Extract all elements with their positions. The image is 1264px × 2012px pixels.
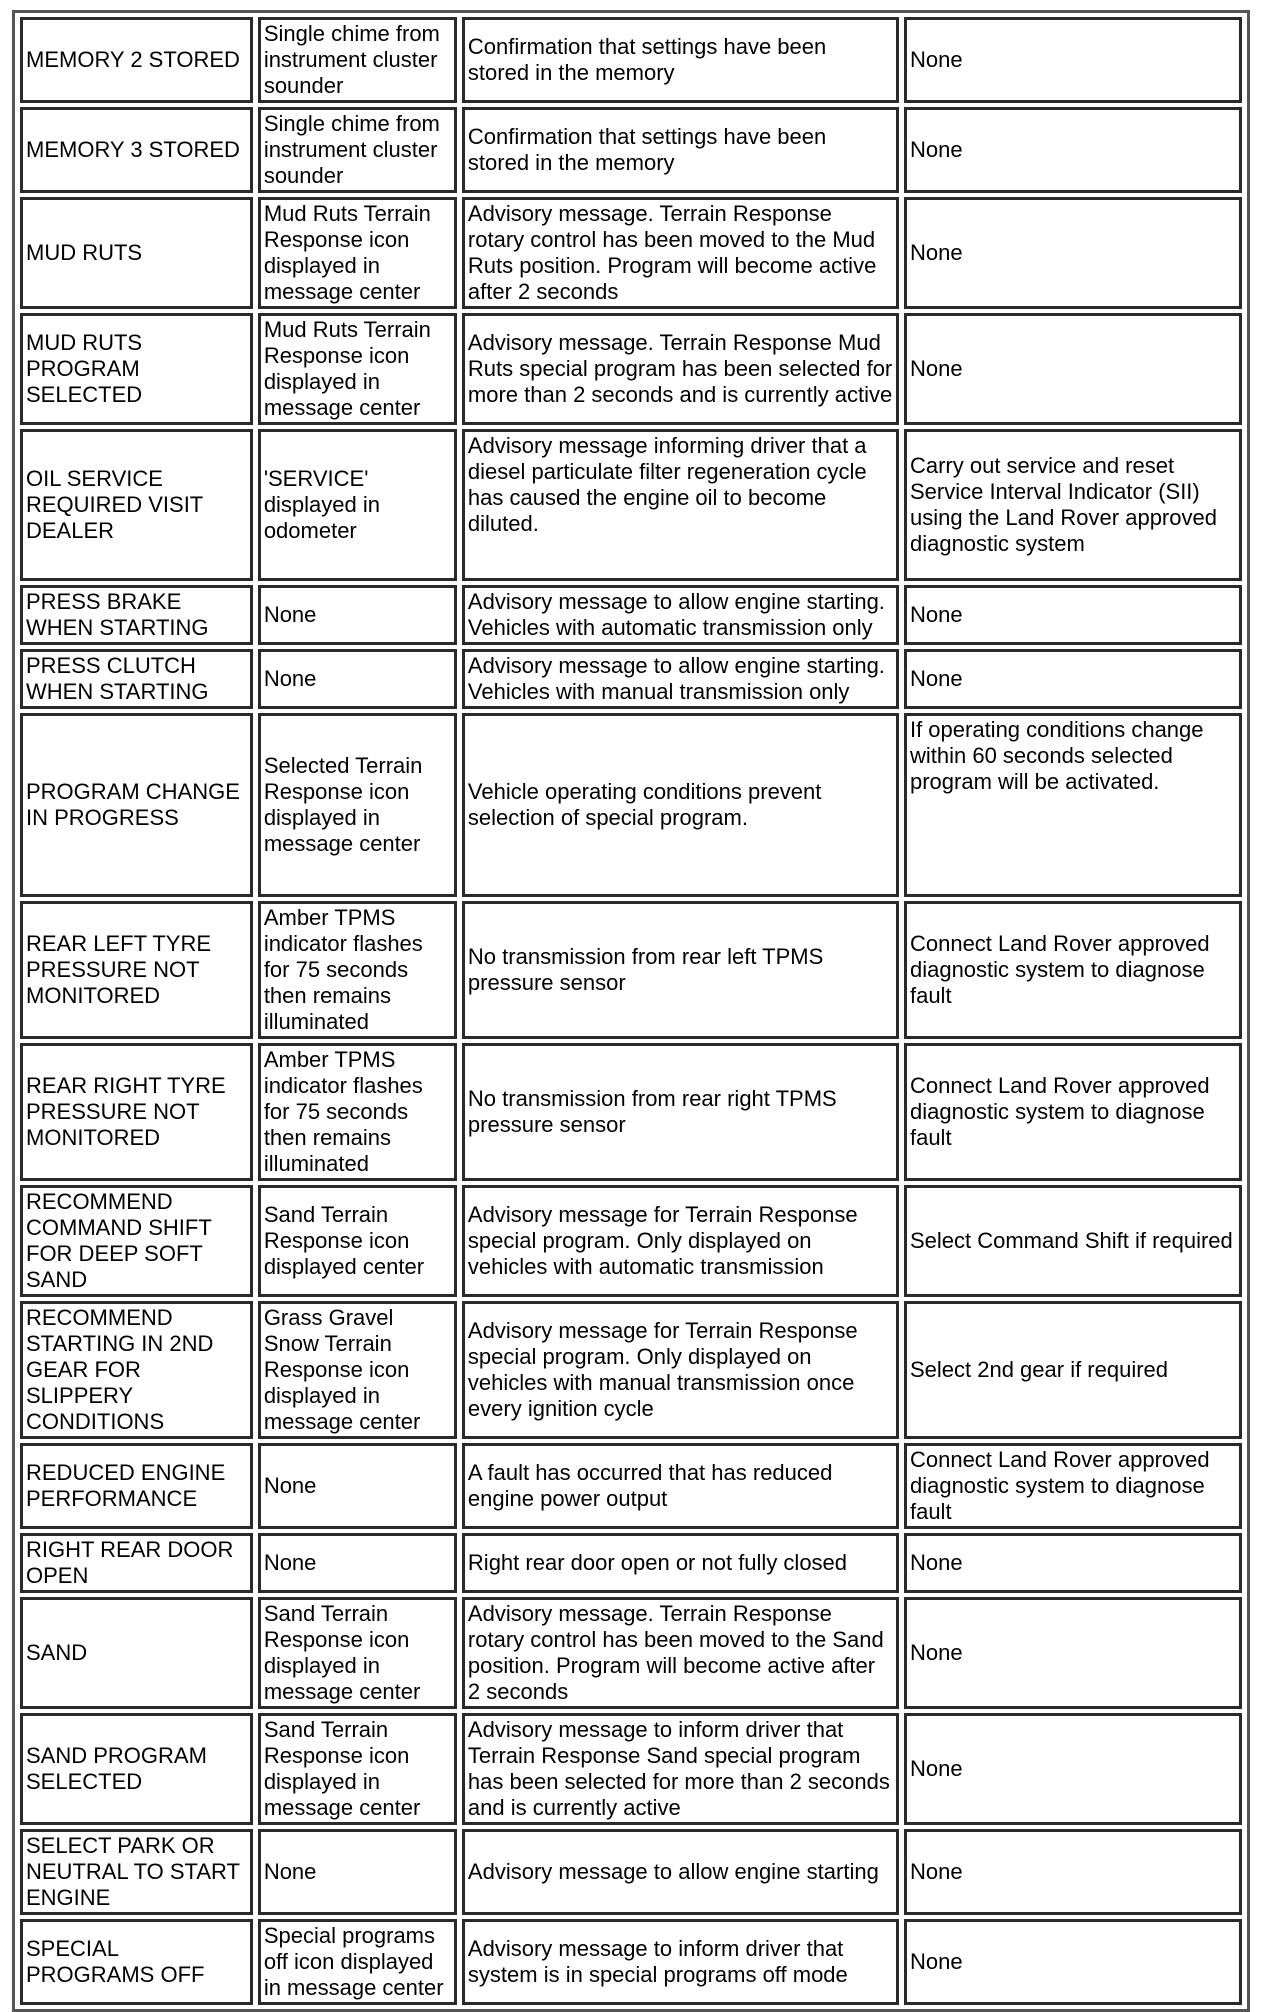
- message-cell: REDUCED ENGINE PERFORMANCE: [20, 1443, 253, 1529]
- message-cell: SAND PROGRAM SELECTED: [20, 1713, 253, 1825]
- description-cell: Advisory message for Terrain Response special program. Only displayed on vehicles with automatic transmission: [462, 1185, 899, 1297]
- chime-cell: None: [258, 1829, 457, 1915]
- message-cell: MEMORY 3 STORED: [20, 107, 253, 193]
- chime-cell: Amber TPMS indicator flashes for 75 seconds then remains illuminated: [258, 901, 457, 1039]
- message-table-body: [20, 17, 1242, 2005]
- table-row: [20, 197, 1242, 309]
- message-cell: RECOMMEND COMMAND SHIFT FOR DEEP SOFT SAND: [20, 1185, 253, 1297]
- message-cell: RECOMMEND STARTING IN 2ND GEAR FOR SLIPPERY CONDITIONS: [20, 1301, 253, 1439]
- action-cell: Connect Land Rover approved diagnostic system to diagnose fault: [904, 901, 1242, 1039]
- description-cell: Advisory message for Terrain Response special program. Only displayed on vehicles with manual transmission once every ignition cycle: [462, 1301, 899, 1439]
- description-cell: Advisory message. Terrain Response Mud Ruts special program has been selected for more than 2 seconds and is currently active: [462, 313, 899, 425]
- description-cell: Advisory message to allow engine starting. Vehicles with manual transmission only: [462, 649, 899, 709]
- message-cell: REAR RIGHT TYRE PRESSURE NOT MONITORED: [20, 1043, 253, 1181]
- chime-cell: Mud Ruts Terrain Response icon displayed in message center: [258, 313, 457, 425]
- action-cell: Connect Land Rover approved diagnostic system to diagnose fault: [904, 1443, 1242, 1529]
- action-cell: Select 2nd gear if required: [904, 1301, 1242, 1439]
- table-row: [20, 901, 1242, 1039]
- table-row: [20, 585, 1242, 645]
- table-row: [20, 1713, 1242, 1825]
- description-cell: Advisory message. Terrain Response rotary control has been moved to the Mud Ruts position. Program will become active after 2 seconds: [462, 197, 899, 309]
- table-row: [20, 1919, 1242, 2005]
- chime-cell: Mud Ruts Terrain Response icon displayed in message center: [258, 197, 457, 309]
- description-cell: Advisory message to inform driver that system is in special programs off mode: [462, 1919, 899, 2005]
- chime-cell: Single chime from instrument cluster sounder: [258, 17, 457, 103]
- description-cell: No transmission from rear left TPMS pressure sensor: [462, 901, 899, 1039]
- description-cell: Advisory message to allow engine starting. Vehicles with automatic transmission only: [462, 585, 899, 645]
- message-cell: SPECIAL PROGRAMS OFF: [20, 1919, 253, 2005]
- chime-cell: Grass Gravel Snow Terrain Response icon displayed in message center: [258, 1301, 457, 1439]
- table-row: [20, 1185, 1242, 1297]
- message-cell: MUD RUTS PROGRAM SELECTED: [20, 313, 253, 425]
- table-row: [20, 1829, 1242, 1915]
- description-cell: Advisory message. Terrain Response rotary control has been moved to the Sand position. Program will become active after 2 seconds: [462, 1597, 899, 1709]
- message-cell: MUD RUTS: [20, 197, 253, 309]
- chime-cell: Sand Terrain Response icon displayed center: [258, 1185, 457, 1297]
- table-row: [20, 429, 1242, 581]
- message-cell: MEMORY 2 STORED: [20, 17, 253, 103]
- description-cell: Advisory message to allow engine starting: [462, 1829, 899, 1915]
- chime-cell: Sand Terrain Response icon displayed in message center: [258, 1597, 457, 1709]
- chime-cell: Amber TPMS indicator flashes for 75 seconds then remains illuminated: [258, 1043, 457, 1181]
- action-cell: None: [904, 107, 1242, 193]
- message-cell: OIL SERVICE REQUIRED VISIT DEALER: [20, 429, 253, 581]
- description-cell: Confirmation that settings have been stored in the memory: [462, 17, 899, 103]
- table-row: [20, 1443, 1242, 1529]
- chime-cell: None: [258, 1443, 457, 1529]
- description-cell: Confirmation that settings have been stored in the memory: [462, 107, 899, 193]
- chime-cell: Sand Terrain Response icon displayed in message center: [258, 1713, 457, 1825]
- chime-cell: Special programs off icon displayed in message center: [258, 1919, 457, 2005]
- action-cell: If operating conditions change within 60 seconds selected program will be activated.: [904, 713, 1242, 897]
- message-cell: SAND: [20, 1597, 253, 1709]
- table-row: [20, 713, 1242, 897]
- chime-cell: None: [258, 585, 457, 645]
- description-cell: A fault has occurred that has reduced engine power output: [462, 1443, 899, 1529]
- description-cell: Advisory message to inform driver that Terrain Response Sand special program has been selected for more than 2 seconds and is currently active: [462, 1713, 899, 1825]
- table-row: [20, 1597, 1242, 1709]
- action-cell: None: [904, 197, 1242, 309]
- table-row: [20, 17, 1242, 103]
- table-row: [20, 1301, 1242, 1439]
- table-row: [20, 107, 1242, 193]
- message-cell: REAR LEFT TYRE PRESSURE NOT MONITORED: [20, 901, 253, 1039]
- action-cell: Carry out service and reset Service Interval Indicator (SII) using the Land Rover approved diagnostic system: [904, 429, 1242, 581]
- message-cell: PRESS CLUTCH WHEN STARTING: [20, 649, 253, 709]
- chime-cell: 'SERVICE' displayed in odometer: [258, 429, 457, 581]
- message-table: [12, 10, 1250, 2012]
- action-cell: None: [904, 649, 1242, 709]
- chime-cell: Selected Terrain Response icon displayed in message center: [258, 713, 457, 897]
- action-cell: None: [904, 1919, 1242, 2005]
- table-row: [20, 1533, 1242, 1593]
- action-cell: None: [904, 1533, 1242, 1593]
- action-cell: None: [904, 1829, 1242, 1915]
- message-cell: PROGRAM CHANGE IN PROGRESS: [20, 713, 253, 897]
- action-cell: None: [904, 17, 1242, 103]
- action-cell: None: [904, 585, 1242, 645]
- action-cell: Connect Land Rover approved diagnostic system to diagnose fault: [904, 1043, 1242, 1181]
- message-cell: SELECT PARK OR NEUTRAL TO START ENGINE: [20, 1829, 253, 1915]
- chime-cell: None: [258, 649, 457, 709]
- message-cell: RIGHT REAR DOOR OPEN: [20, 1533, 253, 1593]
- action-cell: None: [904, 1597, 1242, 1709]
- action-cell: None: [904, 1713, 1242, 1825]
- chime-cell: None: [258, 1533, 457, 1593]
- table-row: [20, 1043, 1242, 1181]
- description-cell: No transmission from rear right TPMS pressure sensor: [462, 1043, 899, 1181]
- table-row: [20, 313, 1242, 425]
- description-cell: Vehicle operating conditions prevent selection of special program.: [462, 713, 899, 897]
- description-cell: Right rear door open or not fully closed: [462, 1533, 899, 1593]
- message-cell: PRESS BRAKE WHEN STARTING: [20, 585, 253, 645]
- action-cell: None: [904, 313, 1242, 425]
- table-row: [20, 649, 1242, 709]
- description-cell: Advisory message informing driver that a diesel particulate filter regeneration cycle has caused the engine oil to become diluted.: [462, 429, 899, 581]
- action-cell: Select Command Shift if required: [904, 1185, 1242, 1297]
- chime-cell: Single chime from instrument cluster sounder: [258, 107, 457, 193]
